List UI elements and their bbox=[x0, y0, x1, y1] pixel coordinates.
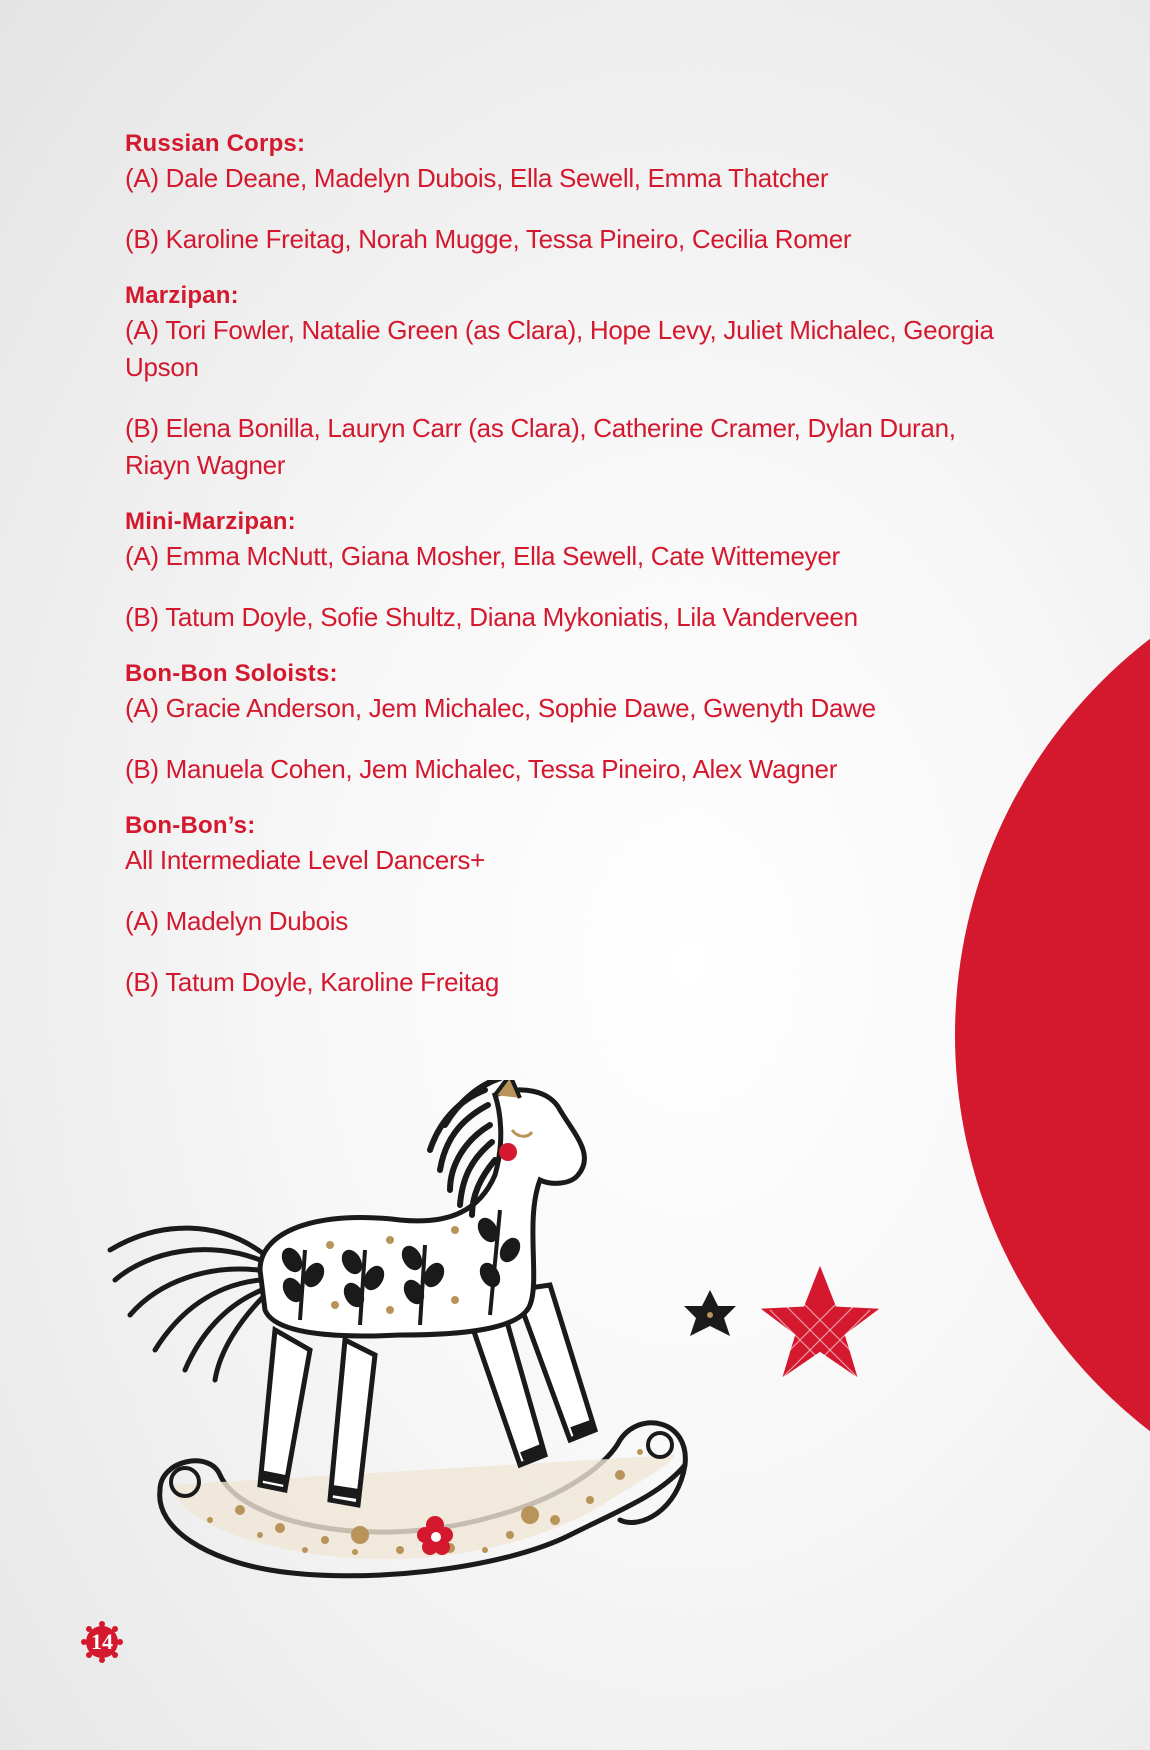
section-mini-marzipan bbox=[125, 506, 1025, 636]
black-star-icon bbox=[684, 1290, 736, 1336]
stars-decoration bbox=[670, 1260, 910, 1400]
cast-line: (A) Gracie Anderson, Jem Michalec, Sophie Dawe, Gwenyth Dawe bbox=[125, 693, 876, 723]
section-bon-bons bbox=[125, 810, 1025, 1001]
cast-line: (A) Tori Fowler, Natalie Green (as Clara), Hope Levy, Juliet Michalec, Georgia Upson bbox=[125, 315, 994, 382]
section-heading: Bon-Bon’s: bbox=[125, 812, 256, 839]
cast-line: (A) Madelyn Dubois bbox=[125, 906, 348, 936]
page-number-badge bbox=[80, 1620, 124, 1664]
horse-tail bbox=[110, 1228, 265, 1380]
cast-line: All Intermediate Level Dancers+ bbox=[125, 845, 485, 875]
cast-list bbox=[125, 128, 1025, 1023]
horse-ear bbox=[495, 1080, 520, 1098]
section-heading: Mini-Marzipan: bbox=[125, 508, 296, 535]
section-heading: Russian Corps: bbox=[125, 130, 306, 157]
cast-line: (B) Tatum Doyle, Karoline Freitag bbox=[125, 967, 499, 997]
horse-cheek bbox=[499, 1143, 517, 1161]
cast-line: (B) Karoline Freitag, Norah Mugge, Tessa Pineiro, Cecilia Romer bbox=[125, 224, 852, 254]
section-bon-bon-soloists bbox=[125, 658, 1025, 788]
rocker bbox=[160, 1423, 686, 1576]
rocking-horse-illustration bbox=[100, 1080, 750, 1640]
cast-line: (A) Emma McNutt, Giana Mosher, Ella Sewell, Cate Wittemeyer bbox=[125, 541, 840, 571]
red-star-icon bbox=[765, 1270, 875, 1390]
section-heading: Marzipan: bbox=[125, 282, 239, 309]
page-number: 14 bbox=[91, 1629, 113, 1654]
cast-line: (B) Elena Bonilla, Lauryn Carr (as Clara), Catherine Cramer, Dylan Duran, Riayn Wagner bbox=[125, 413, 956, 480]
section-russian-corps bbox=[125, 128, 1025, 258]
section-marzipan bbox=[125, 280, 1025, 484]
section-heading: Bon-Bon Soloists: bbox=[125, 660, 338, 687]
cast-line: (A) Dale Deane, Madelyn Dubois, Ella Sewell, Emma Thatcher bbox=[125, 163, 829, 193]
cast-line: (B) Manuela Cohen, Jem Michalec, Tessa Pineiro, Alex Wagner bbox=[125, 754, 838, 784]
cast-line: (B) Tatum Doyle, Sofie Shultz, Diana Mykoniatis, Lila Vanderveen bbox=[125, 602, 858, 632]
